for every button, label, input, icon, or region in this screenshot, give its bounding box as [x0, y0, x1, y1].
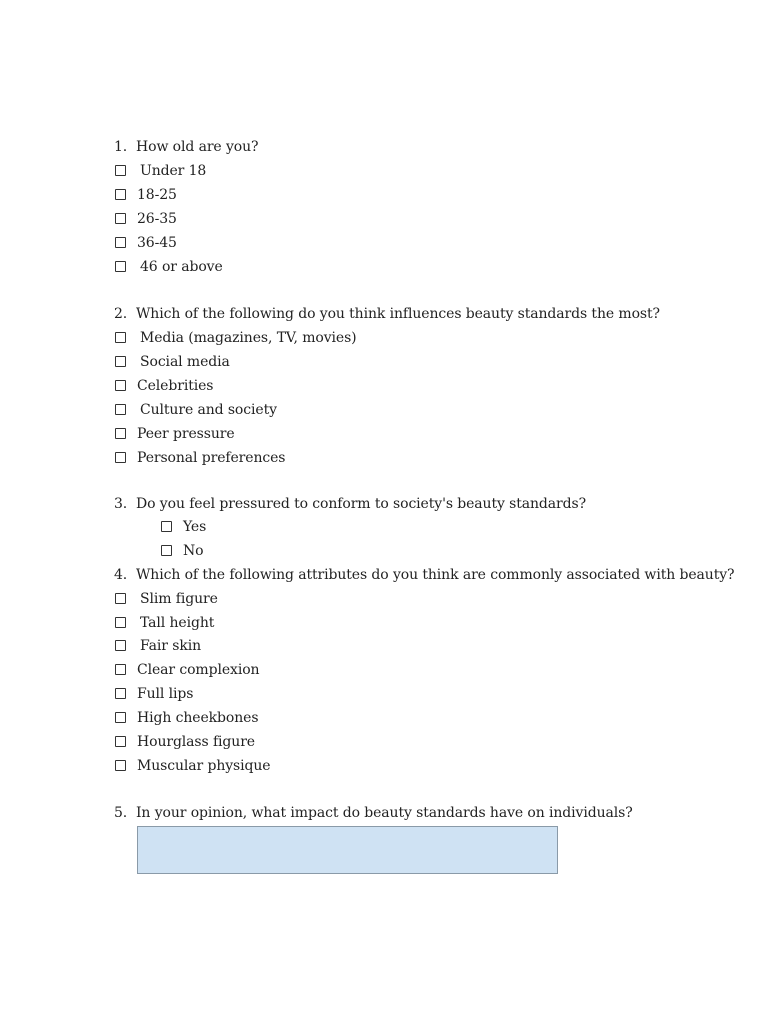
option-label: Tall height [140, 615, 215, 631]
option-label: High cheekbones [137, 710, 259, 726]
checkbox[interactable] [115, 404, 126, 415]
checkbox[interactable] [115, 261, 126, 272]
question-text: Do you feel pressured to conform to society's beauty standards? [136, 496, 586, 512]
option-label: 18-25 [137, 187, 177, 203]
checkbox[interactable] [115, 237, 126, 248]
question-number: 1. [114, 139, 128, 155]
checkbox[interactable] [115, 452, 126, 463]
option-label: Hourglass figure [137, 734, 255, 750]
option-label: Under 18 [140, 163, 207, 179]
question-text: In your opinion, what impact do beauty standards have on individuals? [136, 805, 633, 821]
option-label: Muscular physique [137, 758, 271, 774]
question-number: 3. [114, 496, 128, 512]
option-label: Slim figure [140, 591, 218, 607]
checkbox[interactable] [115, 380, 126, 391]
checkbox[interactable] [115, 688, 126, 699]
option-label: 46 or above [140, 259, 223, 275]
checkbox[interactable] [115, 640, 126, 651]
option-label: Culture and society [140, 402, 277, 418]
option-label: Clear complexion [137, 662, 260, 678]
checkbox[interactable] [115, 593, 126, 604]
checkbox[interactable] [115, 712, 126, 723]
option-label: Media (magazines, TV, movies) [140, 330, 357, 346]
checkbox[interactable] [115, 428, 126, 439]
option-label: Social media [140, 354, 230, 370]
checkbox[interactable] [115, 189, 126, 200]
question-text: Which of the following attributes do you think are commonly associated with beauty? [136, 567, 735, 583]
impact-answer-field[interactable] [137, 826, 558, 874]
question-number: 2. [114, 306, 128, 322]
question-text: Which of the following do you think influences beauty standards the most? [136, 306, 660, 322]
option-label: Full lips [137, 686, 194, 702]
option-label: Peer pressure [137, 426, 235, 442]
question-text: How old are you? [136, 139, 259, 155]
option-label: 26-35 [137, 211, 177, 227]
checkbox[interactable] [115, 736, 126, 747]
checkbox[interactable] [161, 545, 172, 556]
option-label: Celebrities [137, 378, 214, 394]
option-label: 36-45 [137, 235, 177, 251]
checkbox[interactable] [115, 617, 126, 628]
checkbox[interactable] [115, 332, 126, 343]
option-label: No [183, 543, 204, 559]
checkbox[interactable] [115, 165, 126, 176]
checkbox[interactable] [115, 760, 126, 771]
checkbox[interactable] [115, 213, 126, 224]
option-label: Yes [183, 519, 207, 535]
checkbox[interactable] [115, 664, 126, 675]
question-number: 4. [114, 567, 128, 583]
question-number: 5. [114, 805, 128, 821]
checkbox[interactable] [115, 356, 126, 367]
option-label: Personal preferences [137, 450, 286, 466]
checkbox[interactable] [161, 521, 172, 532]
option-label: Fair skin [140, 638, 201, 654]
